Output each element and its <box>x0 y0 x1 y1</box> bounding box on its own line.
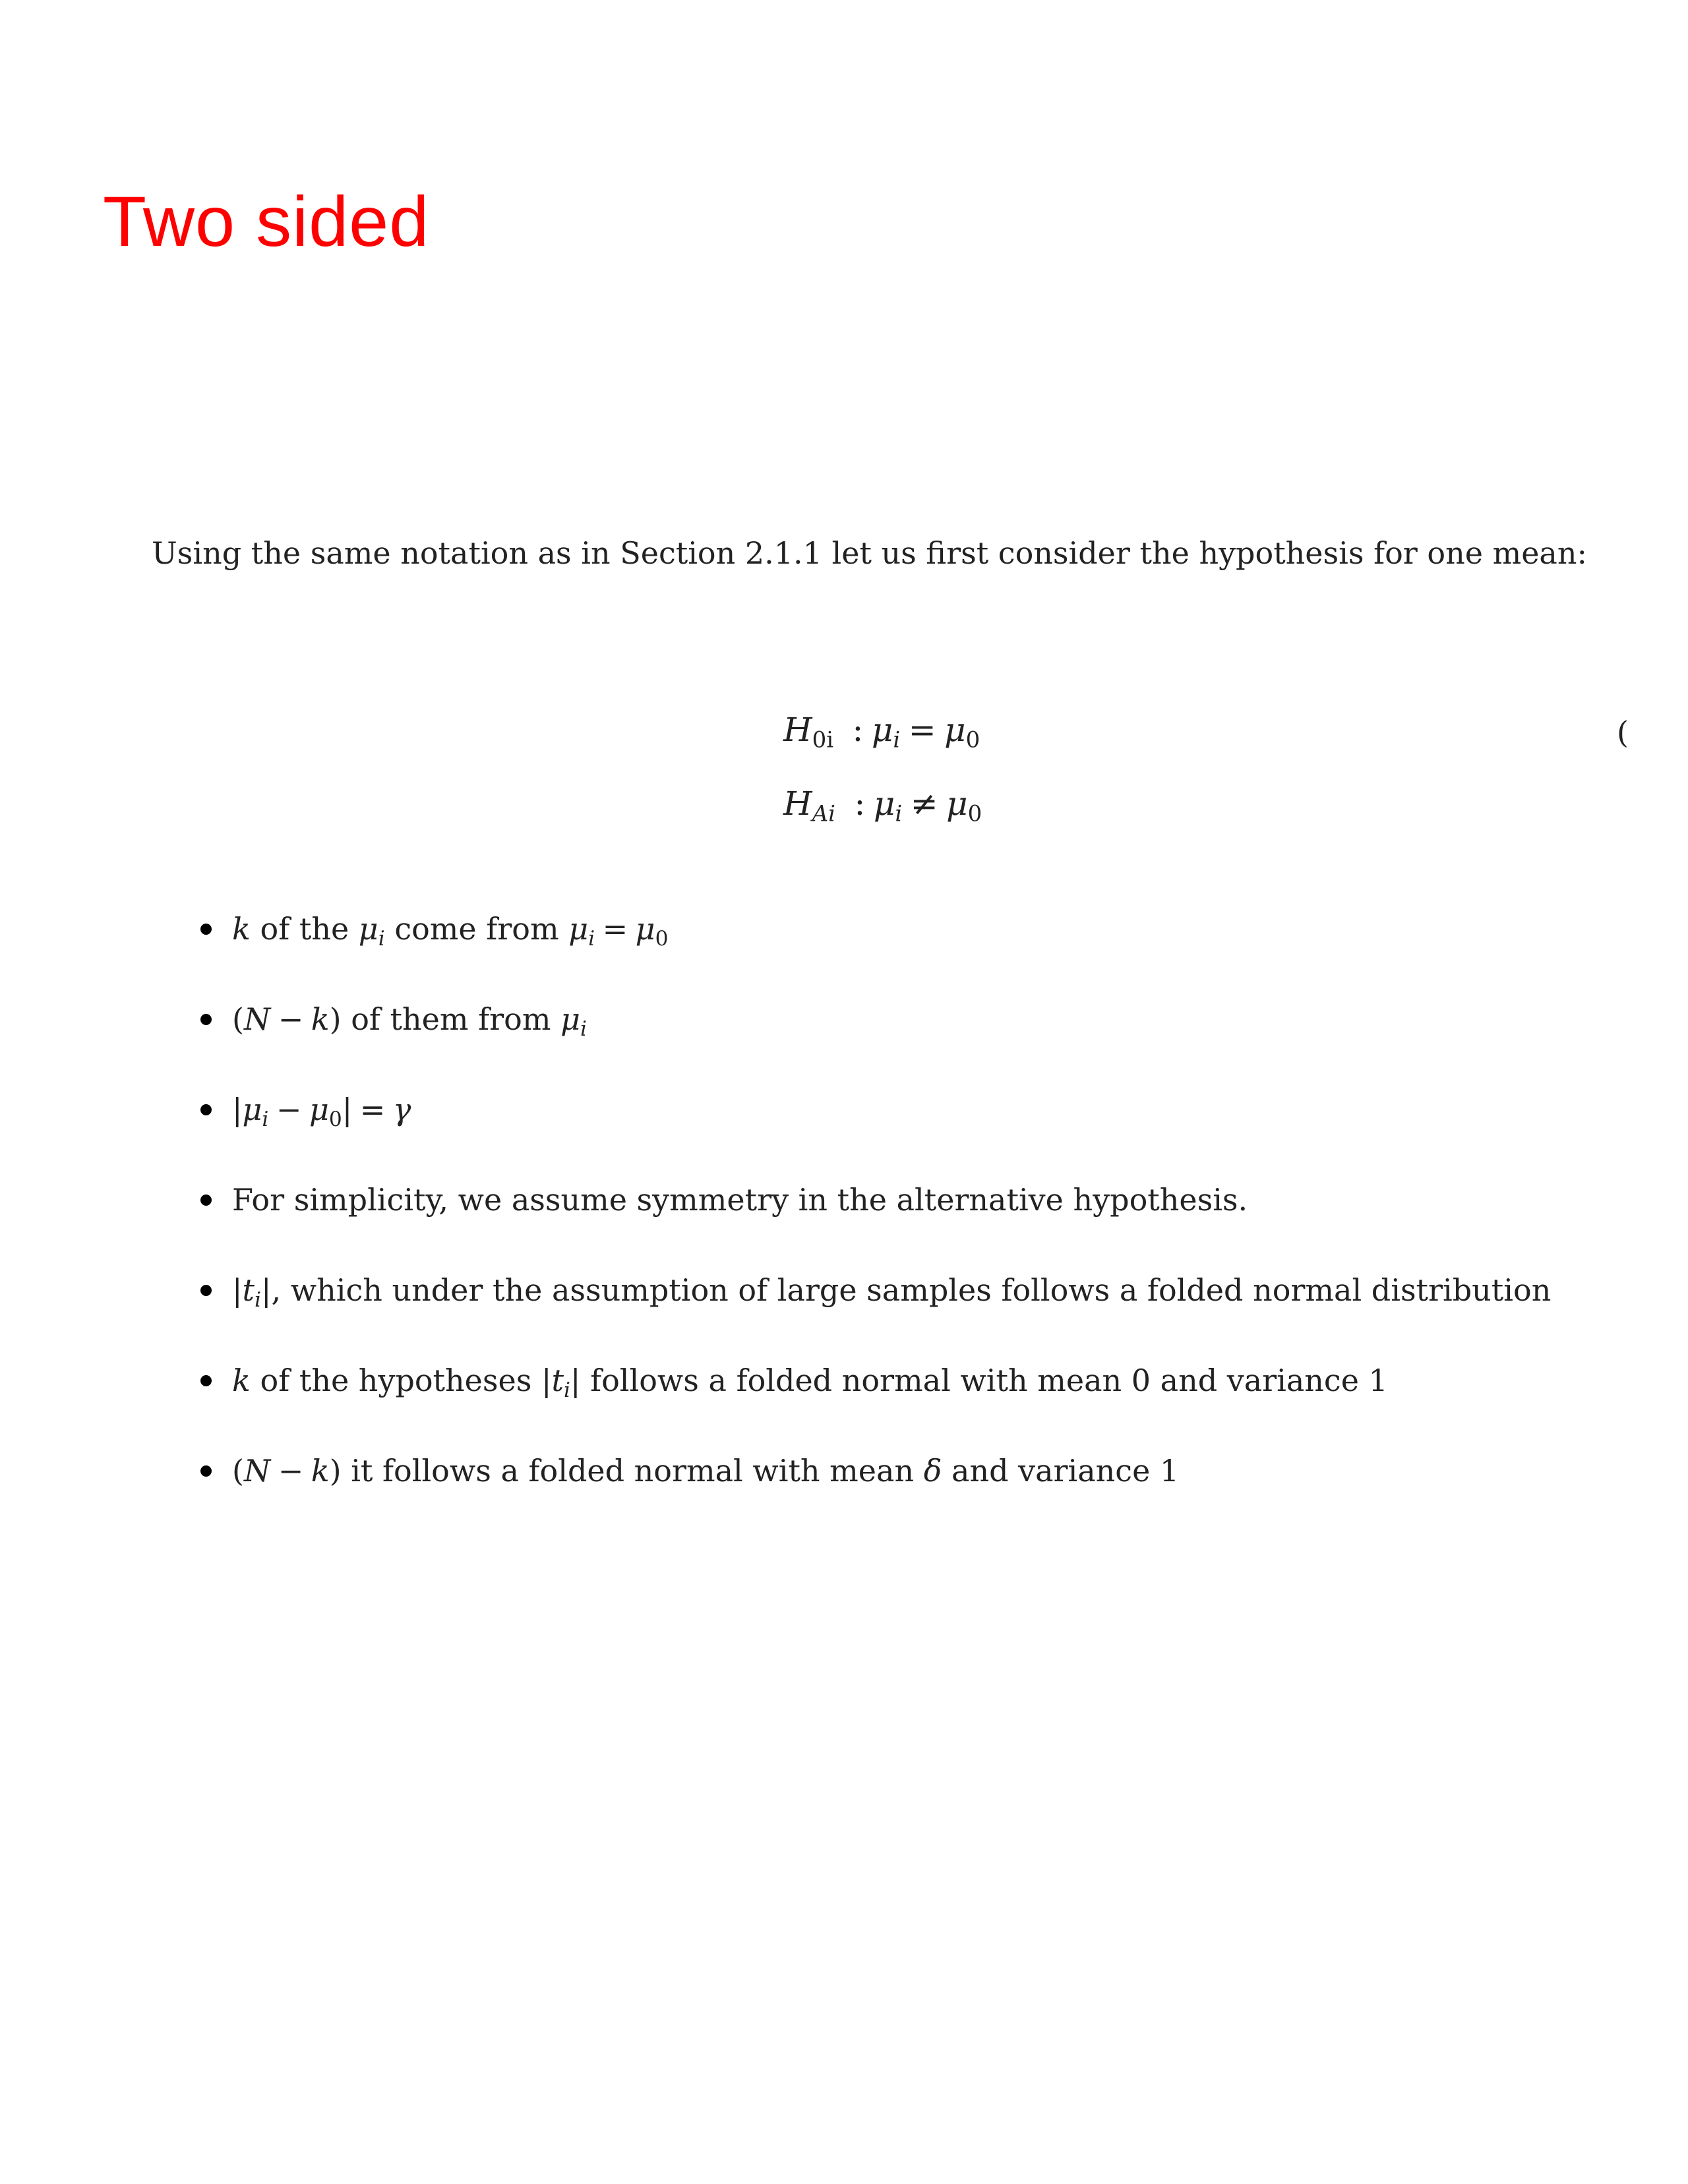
math-subscript: 0 <box>328 1107 342 1131</box>
null-hypothesis-equation <box>783 713 982 787</box>
eq-null-colon: : <box>852 711 864 749</box>
list-item <box>198 1001 1551 1092</box>
eq-null-rhs-subscript: 0 <box>965 726 980 753</box>
math-operator: = <box>602 911 628 947</box>
math-t: t <box>551 1363 564 1398</box>
slide-title: Two sided <box>103 181 430 261</box>
eq-null-relation: = <box>908 711 936 749</box>
bullet-dot-icon <box>200 1375 212 1386</box>
math-gamma: γ <box>392 1092 411 1127</box>
math-k: k <box>311 1453 330 1489</box>
math-bar: | <box>261 1272 272 1308</box>
alternative-hypothesis-equation <box>783 784 982 861</box>
math-bar: | <box>570 1363 581 1398</box>
assumption-bullet-list <box>198 911 1551 1543</box>
math-paren: ( <box>232 1453 244 1489</box>
math-mu: μ <box>568 911 589 947</box>
bullet-dot-icon <box>200 1014 212 1025</box>
eq-null-lhs: μ <box>871 711 893 749</box>
math-mu: μ <box>358 911 378 947</box>
bullet-text: it follows a folded normal with mean <box>341 1453 924 1489</box>
math-bar: | <box>342 1092 353 1127</box>
math-operator: − <box>276 1092 302 1127</box>
eq-alt-colon: : <box>854 784 866 823</box>
eq-null-symbol: H <box>783 711 812 749</box>
bullet-dot-icon <box>200 1104 212 1115</box>
math-subscript: i <box>580 1017 587 1041</box>
math-k: k <box>311 1001 330 1037</box>
math-k: k <box>232 911 251 947</box>
math-subscript: i <box>378 926 385 951</box>
eq-alt-rhs: μ <box>946 784 968 823</box>
list-item <box>198 1092 1551 1182</box>
math-operator: − <box>278 1001 304 1037</box>
bullet-dot-icon <box>200 924 212 935</box>
bullet-dot-icon <box>200 1285 212 1296</box>
bullet-text: follows a folded normal with mean 0 and variance 1 <box>580 1363 1388 1398</box>
math-mu: μ <box>309 1092 329 1127</box>
eq-null-subscript: 0i <box>812 726 834 753</box>
eq-alt-lhs-subscript: i <box>895 800 903 827</box>
equation-number-fragment: ( <box>1617 715 1629 750</box>
eq-null-rhs: μ <box>944 711 966 749</box>
eq-alt-rhs-subscript: 0 <box>967 800 982 827</box>
math-operator: = <box>359 1092 386 1127</box>
math-subscript: 0 <box>655 926 669 951</box>
intro-paragraph: Using the same notation as in Section 2.1.1 let us first consider the hypothesis for one mean: <box>152 535 1587 571</box>
math-subscript: i <box>588 926 595 951</box>
bullet-text: of them from <box>341 1001 561 1037</box>
math-k: k <box>232 1363 251 1398</box>
math-operator: − <box>278 1453 304 1489</box>
math-paren: ) <box>329 1001 342 1037</box>
math-bar: | <box>232 1272 243 1308</box>
math-subscript: i <box>255 1287 261 1312</box>
list-item <box>198 1453 1551 1543</box>
bullet-dot-icon <box>200 1195 212 1206</box>
eq-alt-relation: ≠ <box>910 784 938 823</box>
eq-alt-lhs: μ <box>873 784 895 823</box>
eq-null-lhs-subscript: i <box>893 726 901 753</box>
list-item <box>198 911 1551 1001</box>
eq-alt-symbol: H <box>783 784 812 823</box>
math-t: t <box>242 1272 255 1308</box>
list-item <box>198 1182 1551 1272</box>
math-delta: δ <box>923 1453 942 1489</box>
math-mu: μ <box>242 1092 262 1127</box>
bullet-text: come from <box>384 911 569 947</box>
bullet-text: , which under the assumption of large samples follows a folded normal distribution <box>271 1272 1552 1308</box>
math-subscript: i <box>563 1378 570 1402</box>
eq-alt-subscript: Ai <box>812 800 836 827</box>
math-bar: | <box>232 1092 243 1127</box>
math-paren: ( <box>232 1001 244 1037</box>
bullet-text: and variance 1 <box>942 1453 1180 1489</box>
list-item <box>198 1363 1551 1453</box>
bullet-dot-icon <box>200 1465 212 1477</box>
math-mu: μ <box>635 911 655 947</box>
math-paren: ) <box>329 1453 342 1489</box>
math-mu: μ <box>560 1001 580 1037</box>
bullet-text: of the hypotheses <box>250 1363 541 1398</box>
hypothesis-equations <box>783 713 982 861</box>
math-subscript: i <box>262 1107 269 1131</box>
bullet-text: For simplicity, we assume symmetry in the alternative hypothesis. <box>232 1182 1248 1218</box>
math-bar: | <box>541 1363 552 1398</box>
math-n: N <box>243 1453 271 1489</box>
list-item <box>198 1272 1551 1363</box>
math-n: N <box>243 1001 271 1037</box>
bullet-text: of the <box>250 911 359 947</box>
